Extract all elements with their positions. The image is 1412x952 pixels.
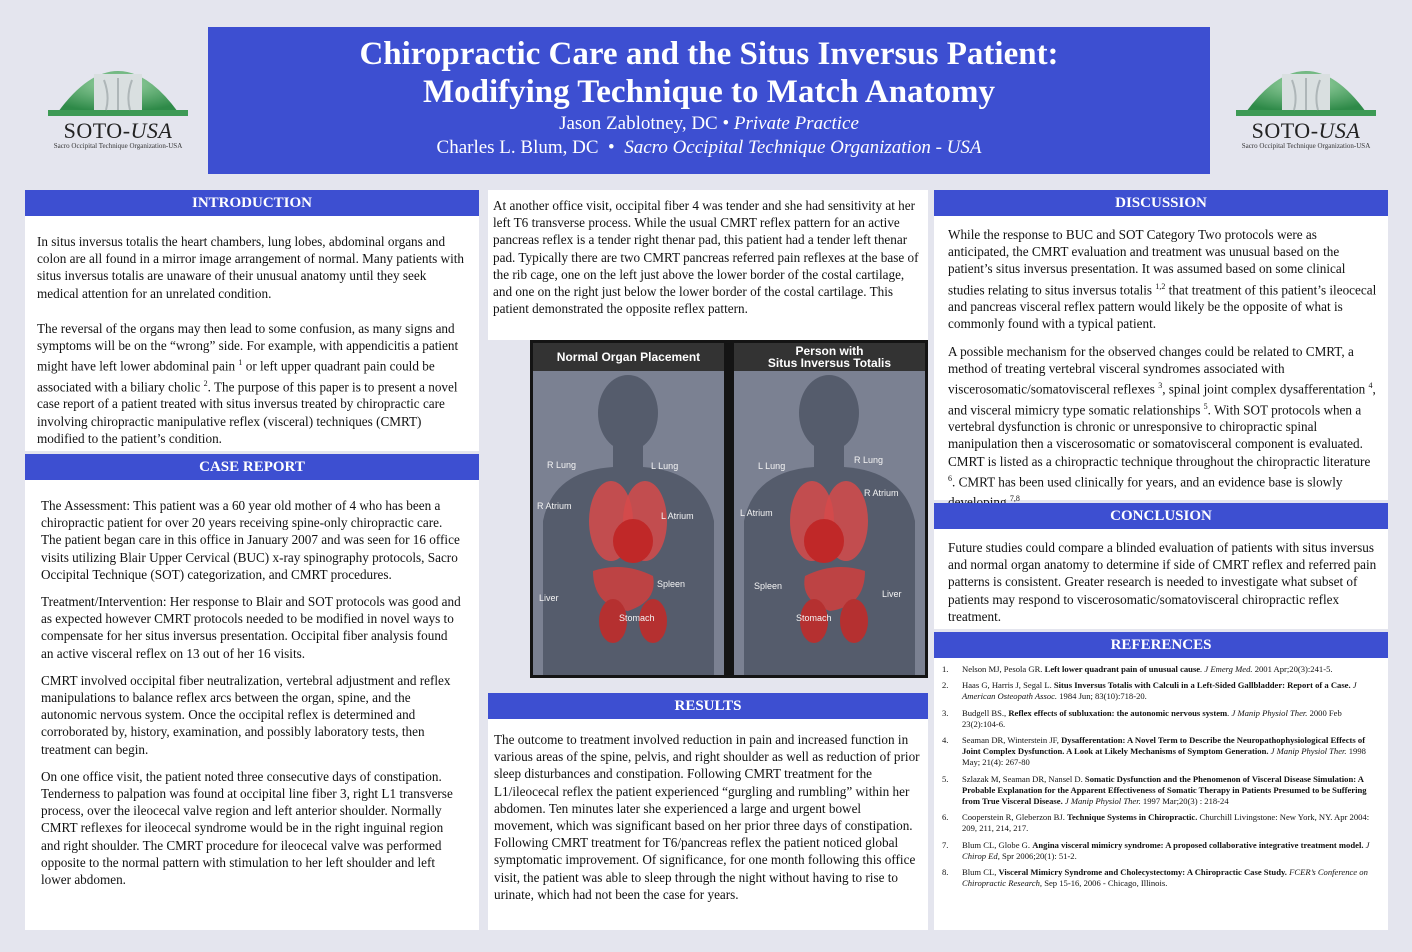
anatomy-comparison-figure	[530, 340, 928, 678]
label-l-lung: L Lung	[758, 461, 786, 471]
reference-number: 5.	[942, 773, 949, 784]
poster-title-line2: Modifying Technique to Match Anatomy	[422, 74, 996, 110]
conclusion-paragraph: Future studies could compare a blinded evaluation of patients with situs inversus and normal organ anatomy to determine if side of CMRT reflex and referred pain patterns is consistent. Greater research is needed to investigate what subset of patients may respond to viscerosomatic/somatovisceral chiropractic reflex treatment.	[948, 540, 1377, 624]
label-r-atrium: R Atrium	[864, 488, 899, 498]
reference-text: Haas G, Harris J, Segal L. Situs Inversus Totalis with Calculi in a Left-Sided Gallbladder: Report of a Case. J American Osteopath Assoc. 1984 Jun; 83(10):718-20.	[962, 680, 1357, 702]
discussion-section	[934, 190, 1388, 504]
reference-item	[942, 680, 1378, 702]
panel-title: Normal Organ Placement	[533, 343, 724, 371]
reference-number: 6.	[942, 812, 949, 823]
section-heading: RESULTS	[488, 693, 928, 719]
discussion-paragraph-2: A possible mechanism for the observed changes could be related to CMRT, a method of treating vertebral visceral syndromes associated with viscerosomatic/somatovisceral reflexes $^3$, spinal joint complex dysafferentation $^4$, and visceral mimicry type somatic relationships $^5$. With SOT protocols when a vertebral dysfunction is chronic or unresponsive to chiropractic spinal manipulation then a viscerosomatic or somatovisceral component is evaluated. CMRT is listed as a chiropractic technique throughout the chiropractic literature $^6$. CMRT has been used clinically for years, and an evidence base is slowly $^{7,8}$	[948, 343, 1376, 504]
reference-item	[942, 735, 1378, 769]
author2-name: Charles L. Blum, DC	[436, 137, 599, 158]
references-list	[934, 658, 1388, 889]
reference-item	[942, 812, 1378, 834]
introduction-section	[25, 190, 479, 451]
reference-number: 7.	[942, 839, 949, 850]
label-spleen: Spleen	[657, 579, 686, 589]
reference-item	[942, 664, 1378, 675]
reference-number: 4.	[942, 735, 949, 746]
author-line-2	[208, 136, 1210, 160]
soto-logo-right	[1226, 40, 1386, 160]
section-heading: DISCUSSION	[934, 190, 1388, 216]
logo-wordmark: SOTO-USA	[63, 118, 173, 143]
reference-number: 8.	[942, 867, 949, 878]
author2-affiliation: Sacro Occipital Technique Organization - USA	[624, 137, 982, 158]
case-paragraph-2: Treatment/Intervention: Her response to Blair and SOT protocols was good and as expected however CMRT protocols needed to be modified in novel ways to compensate for her situs inversus presentation. Occipital fiber analysis found an active visceral reflex on 13 out of her 16 visits.	[41, 594, 461, 661]
reference-text: Cooperstein R, Gleberzon BJ. Technique Systems in Chiropractic. Churchill Livingstone: New York, NY. Apr 2004: 209, 211, 214, 217.	[962, 812, 1370, 834]
label-l-atrium: L Atrium	[740, 508, 773, 518]
conclusion-section	[934, 503, 1388, 629]
case-paragraph-3: CMRT involved occipital fiber neutralization, vertebral adjustment and reflex manipulations to balance reflex arcs between the organ, spine, and the autonomic nervous system. Once the occipital reflex is determined and corroborated by, history, examination, and possibly laboratory tests, then treatment can begin.	[41, 672, 451, 757]
reference-text: Budgell BS., Reflex effects of subluxation: the autonomic nervous system. J Manip Physiol Ther. 2000 Feb 23(2):104-6.	[962, 707, 1342, 729]
torso-illustration-icon	[734, 371, 925, 675]
section-heading: INTRODUCTION	[25, 190, 479, 216]
reference-text: Szlazak M, Seaman DR, Nansel D. Somatic Dysfunction and the Phenomenon of Visceral Disease Simulation: A Probable Explanation for the Apparent Effectiveness of Somatic Therapy in Patients Presumed to be Suffering from True Visceral Disease. J Manip Physiol Ther. 1997 Mar;20(3) : 218-24	[962, 773, 1367, 807]
label-liver: Liver	[539, 593, 559, 603]
reference-text: Nelson MJ, Pesola GR. Left lower quadrant pain of unusual cause. J Emerg Med. 2001 Apr;20(3):241-5.	[962, 664, 1333, 674]
logo-wordmark: SOTO-USA	[1251, 118, 1361, 143]
author1-name: Jason Zablotney, DC	[559, 113, 718, 134]
torso-illustration-icon	[533, 371, 724, 675]
section-heading: CASE REPORT	[25, 454, 479, 480]
reference-item	[942, 774, 1378, 808]
label-l-atrium: L Atrium	[661, 511, 694, 521]
discussion-paragraph-1: While the response to BUC and SOT Category Two protocols were as anticipated, the CMRT evaluation and treatment was unusual based on the patient’s situs inversus presentation. It was assumed based on some clinical studies relating to situs inversus totalis $^{1,2}$ that treatment of this patient’s ileocecal and pancreas visceral reflex pattern would likely be the opposite of what is commonly found with a typical patient.	[948, 227, 1377, 332]
label-l-lung: L Lung	[651, 461, 679, 471]
case-report-section	[25, 454, 479, 930]
panel-title: Person with Situs Inversus Totalis	[734, 343, 925, 371]
section-heading: REFERENCES	[934, 632, 1388, 658]
case-paragraph-4: On one office visit, the patient noted three consecutive days of constipation. Tenderness to palpation was found at occipital line fiber 3, right L1 transverse process, over the ileocecal valve region and left anterior shoulder. Normally CMRT reflexes for ileocecal syndrome would be in the right inguinal region and right shoulder. The CMRT procedure for ileocecal valve was performed opposite to the normal pattern with stimulation to her left shoulder and left lower abdomen.	[41, 768, 453, 888]
logo-subtitle: Sacro Occipital Technique Organization-USA	[1241, 142, 1371, 150]
reference-text: Blum CL, Globe G. Angina visceral mimicry syndrome: A proposed collaborative integrative treatment model. J Chirop Ed, Spr 2006;20(1): 51-2.	[962, 839, 1370, 861]
references-section	[934, 632, 1388, 930]
section-heading: CONCLUSION	[934, 503, 1388, 529]
soto-logo-left	[38, 40, 198, 160]
poster-title-line1: Chiropractic Care and the Situs Inversus Patient:	[359, 36, 1059, 72]
label-liver: Liver	[882, 589, 902, 599]
reference-item	[942, 840, 1378, 862]
label-spleen: Spleen	[754, 581, 783, 591]
reference-number: 1.	[942, 664, 949, 674]
reference-item	[942, 708, 1378, 730]
label-stomach: Stomach	[619, 613, 655, 623]
reference-number: 3.	[942, 707, 949, 718]
label-r-atrium: R Atrium	[537, 501, 572, 511]
logo-subtitle: Sacro Occipital Technique Organization-USA	[53, 142, 183, 150]
reference-text: Blum CL, Visceral Mimicry Syndrome and Cholecystectomy: A Chiropractic Case Study. FCER’s Conference on Chiropractic Research, Sep 15-16, 2006 - Chicago, Illinois.	[962, 867, 1368, 889]
case-paragraph-1: The Assessment: This patient was a 60 year old mother of 4 who has been a chiropractic patient for over 20 years receiving spine-only chiropractic care. The patient began care in this office in January 2007 and was seen for 16 office visits utilizing Blair Upper Cervical (BUC) x-ray spinography protocols, Sacro Occipital Technique (SOT) categorization, and CMRT procedures.	[41, 498, 460, 582]
author-line-1	[208, 112, 1210, 136]
label-stomach: Stomach	[796, 613, 832, 623]
bullet: •	[608, 137, 615, 158]
reference-text: Seaman DR, Winterstein JF, Dysafferentation: A Novel Term to Describe the Neuropathophysiological Effects of Joint Complex Dysfunction. A Look at Likely Mechanisms of Symptom Generation. J Manip Physiol Ther. 1998 May; 21(4): 267-80	[962, 735, 1366, 768]
reference-number: 2.	[942, 680, 949, 691]
author1-affiliation: Private Practice	[733, 113, 859, 134]
intro-paragraph-1: In situs inversus totalis the heart chambers, lung lobes, abdominal organs and colon are all found in a mirror image arrangement of normal. Many patients with situs inversus totalis are unaware of their unusual anatomy until they seek medical attention for an unrelated condition.	[37, 234, 464, 301]
title-banner	[208, 27, 1210, 174]
reference-item	[942, 867, 1378, 889]
label-r-lung: R Lung	[854, 455, 884, 465]
normal-placement-panel	[533, 343, 724, 675]
bullet: •	[722, 113, 730, 134]
label-r-lung: R Lung	[547, 460, 577, 470]
results-section	[488, 693, 928, 930]
situs-inversus-panel	[734, 343, 925, 675]
case-continued-section	[488, 190, 928, 340]
intro-paragraph-2: The reversal of the organs may then lead to some confusion, as many signs and symptoms will be on the “wrong” side. For example, with appendicitis a patient might have left lower abdominal pain $^1$ or left upper quadrant pain could be associated with a biliary cholic $^2$. The purpose of this paper is to present a novel case report of a patient treated with situs inversus treated by chiropractic care involving chiropractic manipulative reflex (visceral) techniques (CMRT) modified to the patient’s condition.	[37, 320, 459, 446]
case-paragraph-5: At another office visit, occipital fiber 4 was tender and she had sensitivity at her left T6 transverse process. While the usual CMRT reflex pattern for an active pancreas reflex is a tender right thenar pad, this patient had a tender left thenar pad. Typically there are two CMRT pancreas referred pain reflexes at the base of the rib cage, one on the left just above the lower border of the costal cartilage, and one on the right just below the lower border of the costal cartilage. This patient demonstrated the opposite reflex pattern.	[493, 198, 919, 317]
results-paragraph: The outcome to treatment involved reduction in pain and increased function in various areas of the spine, pelvis, and right shoulder as well as reduction of prior sleep disturbances and constipation. Following CMRT treatment for the L1/ileocecal reflex the patient experienced “gurgling and rumbling” within her abdomen. Ten minutes later she experienced a large and urgent bowel movement, which was significant based on her prior three days of constipation. Following CMRT treatment for T6/pancreas reflex the patient noticed global symptomatic improvement. Of significance, for one month following this office visit, the patient was able to sleep through the night without having to rise to urinate, which had not been the case for years.	[494, 732, 920, 902]
